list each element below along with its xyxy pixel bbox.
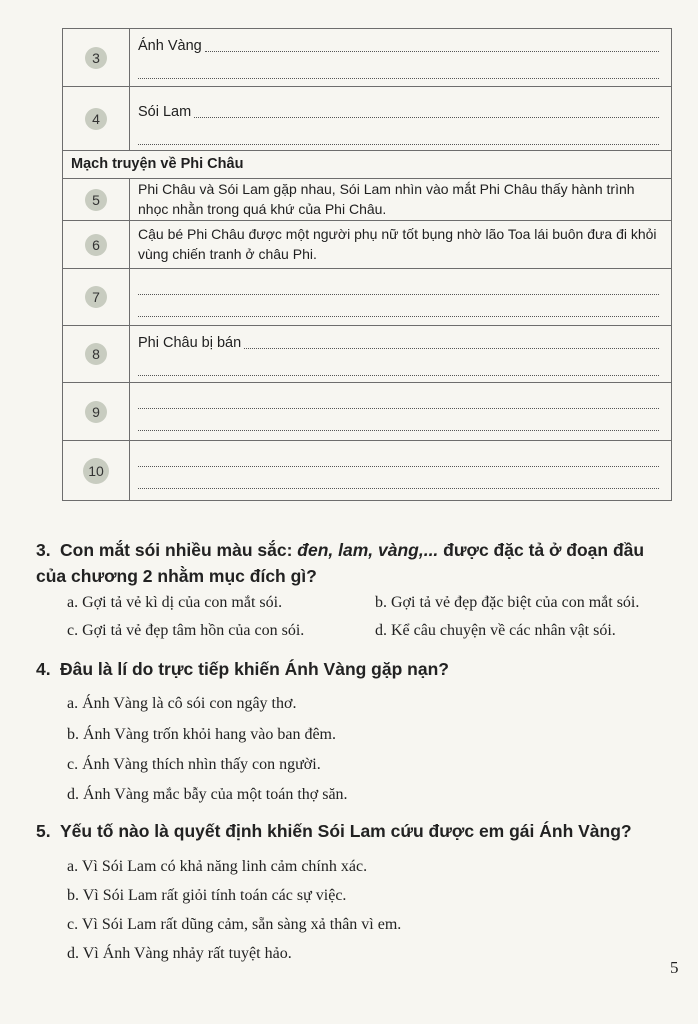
option-5c[interactable]: c. Vì Sói Lam rất dũng cảm, sẵn sàng xả thân vì em. [67,916,402,933]
section-title: Mạch truyện về Phi Châu [62,151,672,179]
table-row [62,179,672,221]
question-5 [36,818,676,844]
question-3 [36,537,676,589]
row-number: 9 [85,401,107,423]
row-number: 5 [85,189,107,211]
row-number-cell [63,221,130,268]
row-label: Phi Châu bị bán [138,335,242,351]
option-3d[interactable]: d. Kể câu chuyện về các nhân vật sói. [375,622,616,639]
table-row [62,383,672,441]
row-number-cell [63,29,130,86]
row-text: Phi Châu và Sói Lam gặp nhau, Sói Lam nhìn vào mắt Phi Châu thấy hành trình nhọc nhằn trong quá khứ của Phi Châu. [138,181,635,217]
question-number: 4. [36,659,51,679]
table-row [62,29,672,87]
table-row [62,221,672,269]
page-number: 5 [670,958,679,977]
row-number-cell [63,441,130,500]
option-4b[interactable]: b. Ánh Vàng trốn khỏi hang vào ban đêm. [67,726,336,743]
answer-cell[interactable] [130,441,671,500]
question-text: Đâu là lí do trực tiếp khiến Ánh Vàng gặp nạn? [60,659,449,679]
answer-cell[interactable] [130,326,671,382]
table-row [62,326,672,383]
story-table [62,28,672,501]
table-row [62,87,672,151]
row-text: Cậu bé Phi Châu được một người phụ nữ tốt bụng nhờ lão Toa lái buôn đưa đi khỏi vùng chiến tranh ở châu Phi. [138,226,657,262]
option-4c[interactable]: c. Ánh Vàng thích nhìn thấy con người. [67,756,321,773]
option-5d[interactable]: d. Vì Ánh Vàng nhảy rất tuyệt hảo. [67,945,292,962]
row-number-cell [63,383,130,440]
row-number: 8 [85,343,107,365]
row-number-cell [63,179,130,220]
option-5a[interactable]: a. Vì Sói Lam có khả năng linh cảm chính xác. [67,858,368,875]
answer-cell[interactable] [130,29,671,86]
row-number-cell [63,269,130,325]
row-number: 4 [85,108,107,130]
question-text: Con mắt sói nhiều màu sắc: [60,540,298,560]
row-number: 10 [83,458,109,484]
question-text: được đặc tả ở đoạn đầu của chương 2 nhằm mục đích gì? [36,540,645,586]
row-number: 7 [85,286,107,308]
option-4a[interactable]: a. Ánh Vàng là cô sói con ngây thơ. [67,695,297,712]
row-number-cell [63,326,130,382]
question-text: Yếu tố nào là quyết định khiến Sói Lam cứu được em gái Ánh Vàng? [60,821,632,841]
option-4d[interactable]: d. Ánh Vàng mắc bẫy của một toán thợ săn. [67,786,348,803]
option-3c[interactable]: c. Gợi tả vẻ đẹp tâm hồn của con sói. [67,622,305,639]
row-label: Ánh Vàng [138,38,202,54]
table-row [62,441,672,501]
answer-cell[interactable] [130,269,671,325]
question-number: 3. [36,540,51,560]
row-label: Sói Lam [138,104,192,120]
option-3b[interactable]: b. Gợi tả vẻ đẹp đặc biệt của con mắt sói. [375,594,640,611]
row-number: 6 [85,234,107,256]
question-text-italic: đen, lam, vàng,... [297,540,439,560]
answer-cell[interactable] [130,87,671,150]
option-3a[interactable]: a. Gợi tả vẻ kì dị của con mắt sói. [67,594,283,611]
row-number: 3 [85,47,107,69]
table-row [62,269,672,326]
option-5b[interactable]: b. Vì Sói Lam rất giỏi tính toán các sự việc. [67,887,347,904]
question-number: 5. [36,821,51,841]
answer-cell[interactable] [130,383,671,440]
question-4 [36,656,676,682]
row-number-cell [63,87,130,150]
